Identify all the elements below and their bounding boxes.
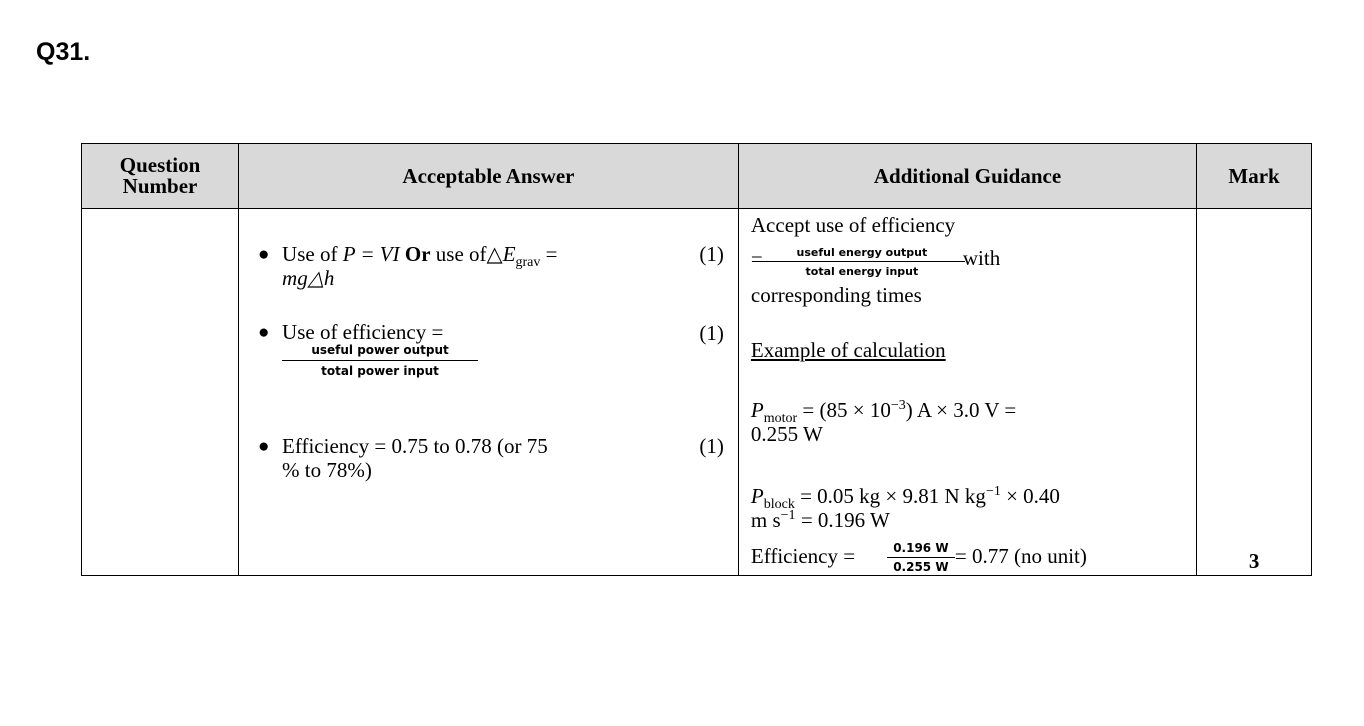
bullet-icon: ● <box>258 244 270 265</box>
bullet-3-mark: (1) <box>699 434 724 458</box>
header-acceptable-answer: Acceptable Answer <box>239 144 739 209</box>
bullet-icon: ● <box>258 322 270 343</box>
header-question-number: Question Number <box>82 144 239 209</box>
guidance-p-motor: $P_{motor} = (85 \times 10^{-3}) A \times 3.0$ V = <box>750 398 1017 427</box>
guidance-p-motor-result: 0.255 W <box>750 422 823 446</box>
header-row <box>82 144 1312 209</box>
mark-scheme-table <box>81 143 1312 576</box>
guidance-p-block-line2: m $s^{-1} = 0.196$ W <box>750 508 890 532</box>
answer-row <box>82 209 1312 576</box>
power-fraction: useful power output total power input <box>282 343 478 379</box>
guidance-corresponding: corresponding times <box>750 283 922 307</box>
header-mark: Mark <box>1197 144 1312 209</box>
bullet-2-mark: (1) <box>699 321 724 345</box>
guidance-example-heading: Example of calculation <box>750 338 946 362</box>
guidance-p-block: $P_{block} = 0.05$ kg × 9.81 N $kg^{-1} \times 0.40$ <box>750 484 1060 513</box>
guidance-accept: Accept use of efficiency <box>750 213 956 237</box>
acceptable-answer-cell: ● Use of P = VI Or use $of\triangle E_{grav}$ = mg△h (1) ● Use of efficiency = useful power output total power input (1) ● Efficiency = 0.75 to 0.78 (or 75 % to 78%) (1) <box>239 209 739 576</box>
question-label: Q31. <box>36 38 91 66</box>
mark-cell <box>1197 209 1312 576</box>
question-number-cell <box>82 209 239 576</box>
bullet-1-mark: (1) <box>699 242 724 266</box>
header-additional-guidance: Additional Guidance <box>738 144 1196 209</box>
mark-total: 3 <box>1248 549 1260 573</box>
bullet-icon: ● <box>258 436 270 457</box>
additional-guidance-cell: Accept use of efficiency = useful energy output total energy input with corresponding times Example of calculation $P_{motor} = (85 \times 10^{-3}) A \times 3.0$ V = 0.255 W $P_{block} = 0.05$ kg × 9.81 N $kg^{-1} \times 0.40$ m $s^{-1} = 0.196$ W Efficiency = 0.196 W 0.255 W = 0.77 (no unit) <box>738 209 1196 576</box>
